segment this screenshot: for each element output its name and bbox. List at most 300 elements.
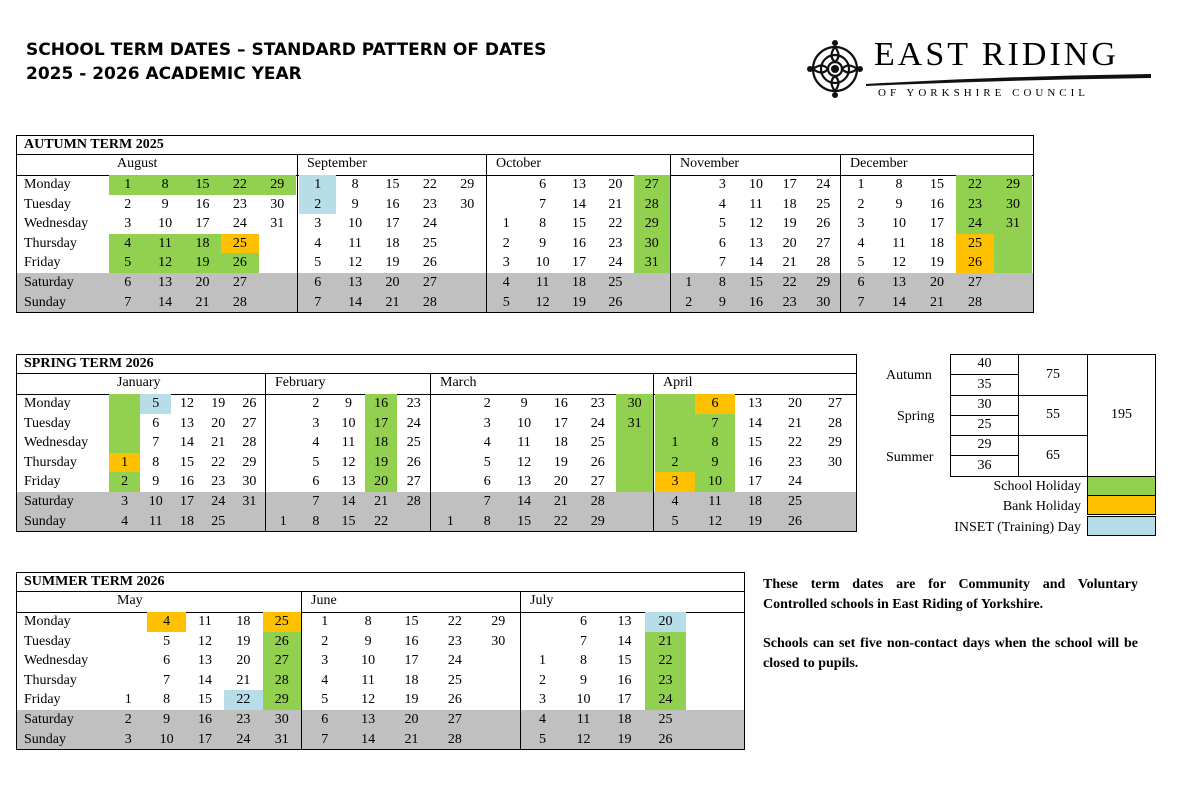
calendar-day: 2	[321, 633, 329, 649]
calendar-day: 18	[385, 235, 400, 251]
calendar-day: 6	[539, 177, 547, 192]
calendar-day: 6	[711, 396, 719, 411]
calendar-day: 11	[348, 235, 362, 251]
month-divider	[265, 373, 266, 531]
calendar-day: 18	[748, 494, 762, 509]
calendar-day: 21	[374, 494, 389, 509]
calendar-day: 2	[483, 396, 491, 411]
calendar-day: 2	[685, 294, 693, 310]
calendar-day: 31	[242, 494, 257, 509]
school-holiday-fill	[109, 394, 140, 414]
calendar-day: 10	[517, 415, 532, 431]
calendar-day: 3	[671, 474, 679, 490]
calendar-day: 9	[580, 672, 587, 688]
day-label: Thursday	[24, 235, 77, 251]
calendar-day: 21	[404, 731, 419, 747]
calendar-day: 25	[658, 712, 673, 727]
calendar-day: 12	[517, 454, 532, 470]
calendar-day: 10	[341, 415, 356, 431]
calendar-day: 2	[312, 396, 320, 411]
calendar-day: 28	[447, 731, 462, 747]
month-name: October	[496, 156, 542, 171]
calendar-day: 17	[180, 494, 194, 509]
month-name: January	[117, 375, 161, 390]
calendar-day: 16	[572, 235, 586, 251]
calendar-day: 24	[422, 216, 437, 232]
calendar-day: 26	[608, 294, 623, 310]
calendar-day: 25	[447, 672, 462, 688]
calendar-day: 28	[590, 494, 605, 509]
calendar-day: 16	[930, 196, 944, 212]
calendar-day: 11	[535, 275, 550, 290]
day-label: Friday	[24, 255, 61, 271]
calendar-day: 14	[180, 435, 194, 451]
calendar-day: 24	[211, 494, 226, 509]
logo-swoosh	[866, 72, 1151, 88]
calendar-day: 2	[539, 672, 546, 688]
calendar-day: 5	[857, 255, 865, 271]
school-holiday-fill	[109, 414, 140, 434]
council-logo	[806, 38, 1151, 104]
calendar-day: 15	[341, 513, 356, 529]
calendar-day: 21	[385, 294, 400, 310]
day-label: Friday	[24, 474, 61, 490]
calendar-day: 25	[274, 614, 289, 629]
calendar-day: 8	[152, 454, 160, 470]
school-holiday-fill	[655, 414, 695, 434]
calendar-day: 3	[121, 494, 129, 509]
calendar-day: 22	[211, 454, 226, 470]
calendar-day: 6	[314, 275, 322, 290]
calendar-day: 29	[816, 275, 831, 290]
calendar-day: 20	[553, 474, 568, 490]
calendar-day: 28	[828, 415, 842, 431]
summary-half-count: 40	[977, 356, 992, 371]
calendar-day: 17	[198, 731, 212, 747]
calendar-day: 30	[460, 196, 475, 212]
month-name: February	[275, 375, 326, 390]
calendar-day: 11	[708, 494, 722, 509]
summary-half-count: 29	[977, 437, 992, 452]
calendar-day: 20	[404, 712, 419, 727]
calendar-day: 24	[232, 216, 247, 232]
calendar-day: 9	[163, 712, 171, 727]
calendar-day: 11	[892, 235, 906, 251]
calendar-day: 23	[406, 396, 421, 411]
month-name: June	[311, 593, 337, 608]
calendar-day: 23	[590, 396, 605, 411]
calendar-day: 13	[572, 177, 586, 192]
calendar-day: 6	[580, 614, 587, 629]
calendar-day: 11	[576, 712, 591, 727]
day-label: Tuesday	[24, 633, 71, 649]
calendar-day: 25	[232, 235, 247, 251]
calendar-day: 9	[711, 454, 719, 470]
calendar-day: 8	[580, 653, 587, 669]
calendar-day: 25	[422, 235, 437, 251]
calendar-day: 11	[149, 513, 163, 529]
calendar-day: 30	[644, 235, 659, 251]
school-holiday-fill	[994, 253, 1032, 273]
calendar-day: 9	[345, 396, 352, 411]
calendar-day: 10	[158, 216, 173, 232]
calendar-day: 29	[274, 692, 289, 708]
calendar-day: 4	[163, 614, 171, 629]
calendar-day: 29	[270, 177, 285, 192]
calendar-day: 25	[406, 435, 421, 451]
calendar-day: 7	[718, 255, 726, 271]
calendar-day: 10	[159, 731, 174, 747]
calendar-day: 5	[671, 513, 679, 529]
logo-wordmark: EAST RIDING	[874, 36, 1119, 73]
calendar-day: 7	[312, 494, 320, 509]
calendar-day: 9	[152, 474, 160, 490]
month-name: August	[117, 156, 158, 171]
calendar-day: 14	[748, 415, 762, 431]
calendar-day: 27	[274, 653, 289, 669]
day-label: Sunday	[24, 513, 66, 529]
day-label: Monday	[24, 177, 71, 192]
calendar-day: 17	[782, 177, 797, 192]
calendar-day: 26	[590, 454, 605, 470]
day-label: Wednesday	[24, 216, 89, 232]
calendar-day: 12	[158, 255, 173, 271]
calendar-day: 1	[124, 692, 132, 708]
calendar-day: 4	[718, 196, 726, 212]
calendar-day: 22	[608, 216, 623, 232]
calendar-day: 3	[539, 692, 546, 708]
calendar-day: 4	[539, 712, 546, 727]
calendar-day: 26	[274, 633, 289, 649]
calendar-day: 18	[374, 435, 389, 451]
calendar-day: 17	[374, 415, 389, 431]
calendar-day: 27	[406, 474, 421, 490]
calendar-day: 23	[782, 294, 797, 310]
calendar-day: 8	[895, 177, 903, 192]
calendar-day: 18	[617, 712, 632, 727]
calendar-day: 12	[535, 294, 550, 310]
calendar-day: 7	[483, 494, 491, 509]
legend-swatch-bank-holiday	[1087, 495, 1156, 515]
calendar-day: 28	[644, 196, 659, 212]
calendar-day: 15	[385, 177, 400, 192]
calendar-day: 13	[348, 275, 363, 290]
calendar-day: 16	[749, 294, 763, 310]
month-divider	[297, 154, 298, 312]
calendar-day: 2	[502, 235, 510, 251]
calendar-day: 21	[608, 196, 623, 212]
calendar-day: 20	[211, 415, 226, 431]
calendar-day: 25	[590, 435, 605, 451]
calendar-day: 25	[788, 494, 802, 509]
calendar-day: 18	[404, 672, 419, 688]
calendar-day: 8	[539, 216, 547, 232]
calendar-day: 13	[180, 415, 194, 431]
calendar-day: 12	[749, 216, 763, 232]
calendar-day: 20	[788, 396, 802, 411]
calendar-day: 21	[788, 415, 802, 431]
school-holiday-fill	[616, 453, 653, 473]
calendar-day: 10	[535, 255, 550, 271]
calendar-day: 26	[242, 396, 257, 411]
summary-grand-total: 195	[1111, 407, 1132, 422]
calendar-day: 15	[195, 177, 210, 192]
calendar-day: 9	[351, 196, 359, 212]
calendar-day: 5	[321, 692, 329, 708]
calendar-day: 14	[348, 294, 363, 310]
month-divider	[301, 591, 302, 749]
calendar-day: 21	[930, 294, 944, 310]
calendar-day: 22	[374, 513, 389, 529]
calendar-day: 23	[788, 454, 802, 470]
calendar-day: 18	[572, 275, 586, 290]
calendar-day: 14	[749, 255, 763, 271]
calendar-day: 27	[644, 177, 659, 192]
calendar-day: 30	[491, 633, 506, 649]
calendar-day: 12	[348, 255, 363, 271]
month-divider	[486, 154, 487, 312]
calendar-day: 14	[361, 731, 376, 747]
day-label: Wednesday	[24, 653, 89, 669]
calendar-day: 20	[782, 235, 797, 251]
calendar-day: 30	[627, 396, 642, 411]
calendar-day: 1	[124, 177, 132, 192]
calendar-day: 2	[857, 196, 865, 212]
school-holiday-fill	[655, 394, 695, 414]
calendar-day: 21	[782, 255, 797, 271]
calendar-day: 19	[211, 396, 226, 411]
month-name: December	[850, 156, 908, 171]
calendar-day: 15	[930, 177, 944, 192]
calendar-day: 23	[236, 712, 251, 727]
day-label: Thursday	[24, 454, 77, 470]
day-label: Saturday	[24, 712, 74, 727]
page-subtitle: 2025 - 2026 ACADEMIC YEAR	[26, 64, 302, 84]
month-divider	[430, 373, 431, 531]
calendar-day: 30	[816, 294, 831, 310]
calendar-day: 11	[341, 435, 356, 451]
calendar-day: 24	[788, 474, 802, 490]
calendar-day: 8	[161, 177, 169, 192]
school-holiday-fill	[994, 234, 1032, 254]
legend-label: Bank Holiday	[1002, 499, 1081, 514]
calendar-day: 10	[576, 692, 591, 708]
calendar-day: 28	[422, 294, 437, 310]
calendar-day: 29	[242, 454, 257, 470]
calendar-day: 22	[236, 692, 251, 708]
calendar-day: 7	[711, 415, 719, 431]
calendar-day: 10	[348, 216, 363, 232]
calendar-day: 25	[816, 196, 831, 212]
calendar-day: 31	[270, 216, 285, 232]
calendar-day: 24	[658, 692, 673, 708]
calendar-day: 22	[447, 614, 462, 629]
calendar-day: 10	[749, 177, 763, 192]
calendar-day: 6	[124, 275, 132, 290]
term-calendar	[16, 135, 1034, 313]
calendar-day: 1	[685, 275, 693, 290]
calendar-day: 4	[314, 235, 322, 251]
calendar-day: 26	[406, 454, 421, 470]
calendar-day: 23	[658, 672, 673, 688]
calendar-day: 25	[608, 275, 623, 290]
calendar-day: 31	[274, 731, 289, 747]
calendar-day: 3	[124, 731, 132, 747]
month-name: March	[440, 375, 477, 390]
calendar-day: 5	[718, 216, 726, 232]
calendar-day: 27	[968, 275, 982, 290]
day-label: Wednesday	[24, 435, 89, 451]
calendar-day: 1	[446, 513, 454, 529]
calendar-day: 13	[749, 235, 763, 251]
calendar-day: 6	[163, 653, 171, 669]
calendar-day: 5	[314, 255, 322, 271]
calendar-day: 15	[749, 275, 763, 290]
calendar-day: 3	[312, 415, 320, 431]
calendar-day: 15	[617, 653, 632, 669]
month-name: July	[530, 593, 554, 608]
term-title: SUMMER TERM 2026	[24, 574, 165, 589]
calendar-day: 19	[782, 216, 797, 232]
calendar-day: 9	[520, 396, 528, 411]
calendar-day: 20	[658, 614, 673, 629]
calendar-day: 14	[892, 294, 906, 310]
calendar-day: 29	[828, 435, 842, 451]
calendar-day: 2	[124, 712, 132, 727]
calendar-day: 10	[708, 474, 722, 490]
calendar-day: 3	[314, 216, 322, 232]
calendar-day: 27	[816, 235, 831, 251]
calendar-day: 30	[270, 196, 285, 212]
month-divider	[520, 591, 521, 749]
calendar-day: 16	[617, 672, 632, 688]
calendar-day: 4	[671, 494, 679, 509]
day-label: Saturday	[24, 494, 74, 509]
calendar-day: 12	[576, 731, 591, 747]
calendar-day: 14	[341, 494, 356, 509]
calendar-day: 15	[404, 614, 419, 629]
calendar-day: 30	[242, 474, 257, 490]
summary-term-label: Summer	[886, 450, 934, 465]
calendar-day: 11	[361, 672, 375, 688]
calendar-day: 14	[517, 494, 532, 509]
calendar-day: 13	[158, 275, 173, 290]
calendar-day: 1	[539, 653, 546, 669]
term-title: AUTUMN TERM 2025	[24, 137, 164, 152]
calendar-day: 26	[232, 255, 247, 271]
calendar-day: 16	[385, 196, 400, 212]
calendar-day: 8	[718, 275, 726, 290]
calendar-day: 4	[857, 235, 865, 251]
calendar-day: 30	[1006, 196, 1020, 212]
calendar-day: 17	[572, 255, 586, 271]
legend-label: School Holiday	[993, 479, 1081, 494]
calendar-day: 19	[617, 731, 632, 747]
calendar-day: 8	[364, 614, 372, 629]
calendar-day: 20	[236, 653, 251, 669]
calendar-day: 22	[553, 513, 568, 529]
calendar-day: 5	[152, 396, 160, 411]
calendar-day: 28	[232, 294, 247, 310]
calendar-day: 7	[152, 435, 160, 451]
calendar-day: 22	[968, 177, 982, 192]
note-paragraph: Schools can set five non-contact days when the school will be closed to pupils.	[763, 636, 1138, 671]
calendar-day: 6	[321, 712, 329, 727]
calendar-day: 26	[422, 255, 437, 271]
calendar-day: 2	[314, 196, 322, 212]
calendar-day: 9	[364, 633, 372, 649]
calendar-day: 24	[816, 177, 831, 192]
calendar-day: 13	[748, 396, 762, 411]
calendar-day: 16	[180, 474, 194, 490]
calendar-day: 27	[422, 275, 437, 290]
calendar-day: 17	[195, 216, 210, 232]
calendar-day: 20	[385, 275, 400, 290]
calendar-day: 7	[321, 731, 329, 747]
calendar-day: 4	[121, 513, 129, 529]
calendar-day: 19	[748, 513, 762, 529]
day-label: Thursday	[24, 672, 77, 688]
calendar-day: 1	[314, 177, 322, 192]
calendar-day: 20	[195, 275, 210, 290]
calendar-day: 7	[124, 294, 132, 310]
calendar-day: 3	[857, 216, 865, 232]
calendar-day: 25	[968, 235, 982, 251]
calendar-day: 16	[748, 454, 762, 470]
calendar-day: 22	[232, 177, 247, 192]
calendar-day: 31	[1006, 216, 1020, 232]
month-divider	[653, 373, 654, 531]
calendar-day: 27	[242, 415, 257, 431]
legend-swatch-inset-day	[1087, 516, 1156, 536]
term-calendar	[16, 572, 745, 750]
calendar-day: 6	[718, 235, 726, 251]
calendar-day: 15	[517, 513, 532, 529]
calendar-day: 1	[671, 435, 679, 451]
school-holiday-fill	[616, 433, 653, 453]
month-divider	[840, 154, 841, 312]
calendar-day: 4	[312, 435, 320, 451]
summary-half-count: 35	[977, 377, 992, 392]
calendar-day: 13	[892, 275, 906, 290]
calendar-day: 9	[718, 294, 726, 310]
calendar-day: 28	[816, 255, 831, 271]
calendar-day: 4	[483, 435, 491, 451]
summary-half-count: 30	[977, 397, 992, 412]
calendar-day: 15	[748, 435, 762, 451]
calendar-day: 22	[782, 275, 797, 290]
calendar-day: 19	[374, 454, 389, 470]
term-title: SPRING TERM 2026	[24, 356, 154, 371]
calendar-day: 7	[857, 294, 865, 310]
calendar-day: 13	[361, 712, 376, 727]
calendar-day: 27	[828, 396, 842, 411]
calendar-day: 12	[361, 692, 376, 708]
calendar-day: 31	[627, 415, 642, 431]
calendar-day: 28	[242, 435, 257, 451]
calendar-day: 19	[385, 255, 400, 271]
calendar-day: 12	[341, 454, 356, 470]
calendar-day: 19	[553, 454, 568, 470]
calendar-day: 7	[539, 196, 547, 212]
calendar-day: 4	[502, 275, 510, 290]
calendar-day: 21	[658, 633, 673, 649]
legend-label: INSET (Training) Day	[954, 520, 1081, 535]
calendar-day: 12	[198, 633, 212, 649]
calendar-day: 3	[124, 216, 132, 232]
legend-swatch-school-holiday	[1087, 476, 1156, 496]
calendar-day: 7	[580, 633, 587, 649]
